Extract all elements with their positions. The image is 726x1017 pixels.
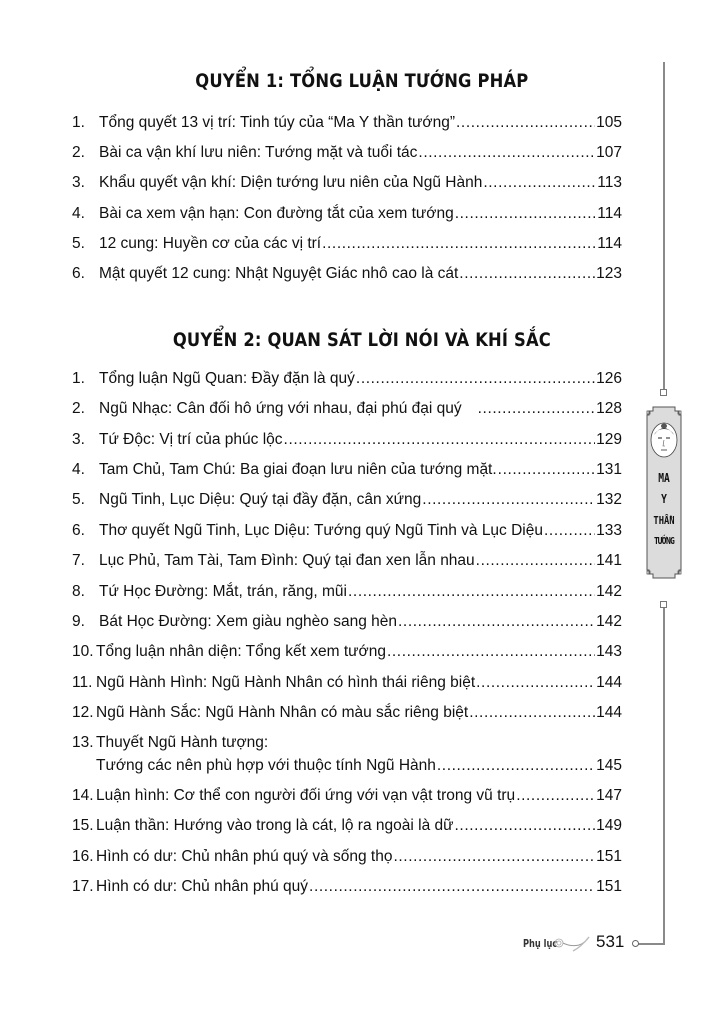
entry-page: 149 [596,817,622,834]
entry-number: 6. [72,265,85,282]
dot-leader [544,520,595,542]
dot-leader [309,876,595,898]
entry-title: Thuyết Ngũ Hành tượng: [96,734,269,751]
entry-title: Tổng luận nhân diện: Tổng kết xem tướng [96,643,386,660]
dot-leader [284,429,596,451]
entry-title: Luận hình: Cơ thể con người đối ứng với vạn vật trong vũ trụ [96,787,516,804]
dot-leader [348,581,595,603]
entry-number: 4. [72,461,85,478]
entry-title: Bài ca xem vận hạn: Con đường tắt của xem tướng [99,205,454,222]
entry-title: Tổng luận Ngũ Quan: Đầy đặn là quý [99,370,355,387]
entry-number: 13. [72,734,94,751]
entry-page: 145 [596,757,622,774]
toc-entry[interactable] [72,672,622,694]
toc-entry[interactable] [72,702,622,724]
face-portrait-icon [651,423,677,457]
entry-page: 144 [596,674,622,691]
entry-page: 107 [596,144,622,161]
dot-leader [437,755,595,777]
toc-entry[interactable] [72,429,622,451]
entry-title: Ngũ Hành Hình: Ngũ Hành Nhân có hình thái riêng biệt [96,674,476,691]
toc-entry[interactable] [72,398,622,420]
page-number: 531 [596,932,625,951]
dot-leader [393,846,595,868]
dot-leader [387,641,595,663]
toc-entry[interactable] [72,815,622,837]
entry-page: 105 [596,114,622,131]
rail-line-horizontal [637,943,665,945]
dot-leader [398,611,595,633]
entry-number: 6. [72,522,85,539]
entry-title: Lục Phủ, Tam Tài, Tam Đình: Quý tại đan xen lẫn nhau [99,552,475,569]
footer-section-label: Phụ lục [523,937,558,950]
swirl-ornament-icon [553,933,593,955]
toc-entry[interactable] [72,641,622,663]
entry-number: 3. [72,174,85,191]
dot-leader [469,702,595,724]
entry-page: 142 [596,583,622,600]
entry-number: 5. [72,235,85,252]
toc-entry[interactable] [72,172,622,194]
entry-page: 126 [596,370,622,387]
rail-end-circle [632,940,639,947]
toc-entry[interactable] [72,263,622,285]
plaque-title [649,468,679,552]
entry-number: 5. [72,491,85,508]
plaque-line: MA [658,471,670,485]
entry-page: 144 [596,704,622,721]
toc-entry[interactable] [72,785,622,807]
toc-entry[interactable] [72,233,622,255]
dot-leader [455,203,597,225]
plaque-line: THẦN [653,514,675,527]
entry-number: 8. [72,583,85,600]
toc-entry-continuation[interactable] [72,755,622,777]
entry-page: 151 [596,848,622,865]
entry-page: 143 [596,643,622,660]
entry-title-continuation: Tướng các nên phù hợp với thuộc tính Ngũ Hành [96,757,436,774]
toc-entry[interactable] [72,142,622,164]
entry-number: 3. [72,431,85,448]
entry-title: Tứ Độc: Vị trí của phúc lộc [99,431,283,448]
entry-title: Bài ca vận khí lưu niên: Tướng mặt và tuổi tác [99,144,418,161]
toc-entry[interactable] [72,203,622,225]
dot-leader [478,398,595,420]
dot-leader [459,263,595,285]
toc-entry[interactable] [72,611,622,633]
entry-number: 9. [72,613,85,630]
dot-leader [476,550,595,572]
entry-number: 2. [72,400,85,417]
toc-entry[interactable] [72,732,622,754]
entry-title: Tứ Học Đường: Mắt, trán, răng, mũi [99,583,347,600]
entry-number: 16. [72,848,94,865]
entry-title: 12 cung: Huyền cơ của các vị trí [99,235,322,252]
rail-line-bottom [663,608,665,944]
toc-entry[interactable] [72,112,622,134]
entry-number: 2. [72,144,85,161]
toc-entry[interactable] [72,520,622,542]
rail-line-top [663,62,665,389]
entry-title: Thơ quyết Ngũ Tinh, Lục Diệu: Tướng quý Ngũ Tinh và Lục Diệu [99,522,543,539]
toc-entry[interactable] [72,876,622,898]
toc-entry[interactable] [72,846,622,868]
dot-leader [476,672,595,694]
entry-page: 114 [597,235,622,252]
entry-title: Luận thần: Hướng vào trong là cát, lộ ra ngoài là dữ [96,817,454,834]
dot-leader [455,815,596,837]
dot-leader [456,112,595,134]
plaque-line: TƯỚNG [653,536,675,547]
entry-number: 7. [72,552,85,569]
dot-leader [418,142,595,164]
entry-number: 11. [72,674,93,691]
dot-leader [356,368,595,390]
entry-title: Bát Học Đường: Xem giàu nghèo sang hèn [99,613,398,630]
entry-title: Tổng quyết 13 vị trí: Tinh túy của “Ma Y thần tướng” [99,114,455,131]
entry-number: 15. [72,817,94,834]
entry-page: 129 [596,431,622,448]
toc-entry[interactable] [72,489,622,511]
entry-number: 4. [72,205,85,222]
plaque-line: Y [661,492,667,506]
entry-title: Khẩu quyết vận khí: Diện tướng lưu niên của Ngũ Hành [99,174,483,191]
toc-entry[interactable] [72,581,622,603]
dot-leader [516,785,595,807]
entry-title: Hình có dư: Chủ nhân phú quý [96,878,309,895]
section-heading-2: QUYỂN 2: QUAN SÁT LỜI NÓI VÀ KHÍ SẮC [172,329,551,351]
entry-title: Ngũ Hành Sắc: Ngũ Hành Nhân có màu sắc riêng biệt [96,704,469,721]
entry-page: 132 [596,491,622,508]
entry-page: 151 [596,878,622,895]
entry-title: Tam Chủ, Tam Chú: Ba giai đoạn lưu niên của tướng mặt. [99,461,497,478]
entry-number: 10. [72,643,94,660]
toc-entry[interactable] [72,550,622,572]
entry-page: 114 [597,205,622,222]
entry-page: 141 [596,552,622,569]
entry-number: 17. [72,878,94,895]
toc-entry[interactable] [72,459,622,481]
entry-page: 131 [596,461,622,478]
entry-title: Mật quyết 12 cung: Nhật Nguyệt Giác nhô cao là cát [99,265,459,282]
entry-page: 123 [596,265,622,282]
dot-leader [322,233,596,255]
entry-number: 12. [72,704,94,721]
entry-page: 113 [597,174,622,191]
entry-page: 128 [596,400,622,417]
entry-title: Ngũ Nhạc: Cân đối hô ứng với nhau, đại phú đại quý [99,400,462,417]
dot-leader [498,459,595,481]
dot-leader [483,172,596,194]
dot-leader [422,489,595,511]
entry-number: 1. [72,370,85,387]
rail-node-top [660,389,667,396]
entry-page: 133 [596,522,622,539]
entry-page: 147 [596,787,622,804]
entry-page: 142 [596,613,622,630]
toc-entry[interactable] [72,368,622,390]
entry-title: Hình có dư: Chủ nhân phú quý và sống thọ [96,848,393,865]
section-heading-1: QUYỂN 1: TỔNG LUẬN TƯỚNG PHÁP [195,70,529,92]
entry-number: 1. [72,114,85,131]
rail-node-bottom [660,601,667,608]
entry-title: Ngũ Tinh, Lục Diệu: Quý tại đầy đặn, cân xứng [99,491,422,508]
entry-number: 14. [72,787,94,804]
